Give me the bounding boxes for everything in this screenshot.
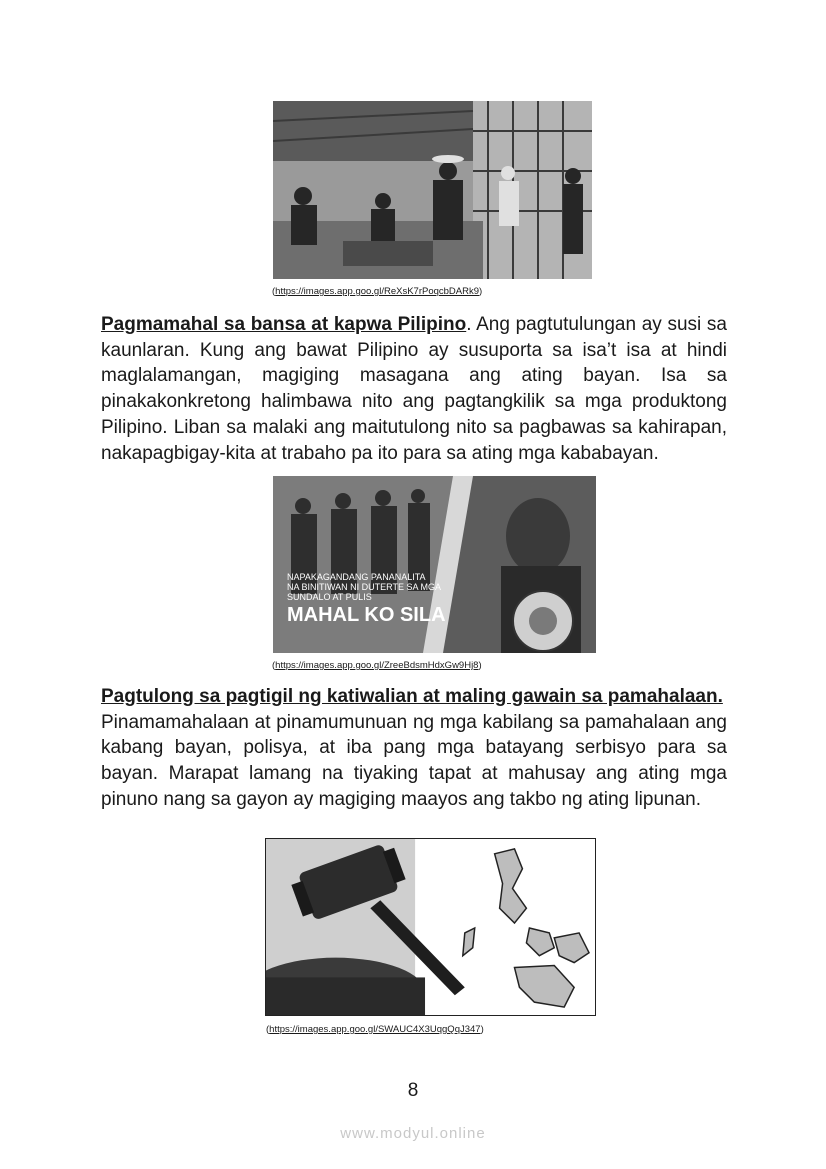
image-caption-3: (https://images.app.goo.gl/SWAUC4X3UqgQqJ347) [266,1024,484,1035]
overlay-line-2: NA BINITIWAN NI DUTERTE SA MGA [287,582,442,592]
image-caption-2: (https://images.app.goo.gl/ZreeBdsmHdxGw9Hj8) [272,660,482,671]
overlay-title: MAHAL KO SILA [287,604,446,626]
gavel-map-photo-icon [266,839,595,1015]
overlay-line-3: SUNDALO AT PULIS [287,592,372,602]
image-caption-1: (https://images.app.goo.gl/ReXsK7rPoqcbDARk9) [272,286,483,297]
paragraph-1 [101,312,727,466]
caption-link-3[interactable]: https://images.app.goo.gl/SWAUC4X3UqgQqJ347 [269,1024,481,1035]
watermark: www.modyul.online [340,1125,486,1142]
gavel-map-image [265,838,596,1016]
overlay-line-1: NAPAKAGANDANG PANANALITA [287,572,426,582]
caption-link-2[interactable]: https://images.app.goo.gl/ZreeBdsmHdxGw9Hj8 [275,660,479,671]
construction-workers-photo-icon [273,101,592,279]
police-parade-image [273,476,596,653]
section-heading-1: Pagmamahal sa bansa at kapwa Pilipino [101,314,467,335]
construction-workers-image [273,101,592,279]
caption-link-1[interactable]: https://images.app.goo.gl/ReXsK7rPoqcbDARk9 [275,286,480,297]
paragraph-2 [101,684,727,813]
section-body-2: Pinamamahalaan at pinamumunuan ng mga kabilang sa pamahalaan ang kabang bayan, polisya, at iba pang mga batayang serbisyo para sa bayan. Marapat lamang na tiyaking tapat at mahusay ang ating mga pinuno nang sa gayon ay magiging maayos ang takbo ng ating lipunan. [101,711,727,810]
page-number: 8 [407,1080,419,1101]
section-heading-2: Pagtulong sa pagtigil ng katiwalian at maling gawain sa pamahalaan. [101,686,723,707]
section-body-1: . Ang pagtutulungan ay susi sa kaunlaran. Kung ang bawat Pilipino ay susuporta sa isa’t isa at hindi maglalamangan, magiging masagana ang ating bayan. Isa sa pinakakonkretong halimbawa nito ang pagtangkilik sa mga produktong Pilipino. Liban sa malaki ang maitutulong nito sa pagbawas sa kahirapan, nakapagbigay-kita at trabaho pa ito para sa ating mga kababayan. [101,314,727,464]
police-parade-photo-icon [273,476,596,653]
